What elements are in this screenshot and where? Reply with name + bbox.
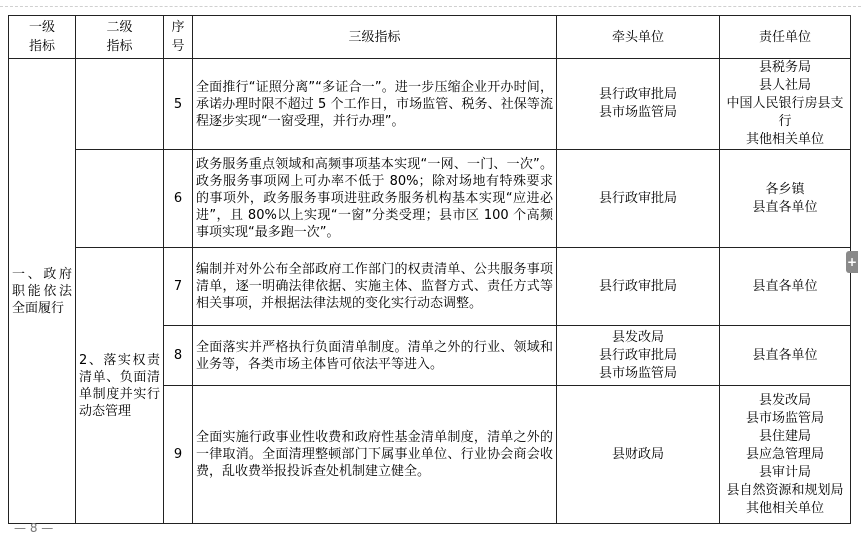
level1-indicator: 一、政府职能依法全面履行 — [9, 59, 76, 524]
row-lead: 县发改局 县行政审批局 县市场监管局 — [557, 326, 720, 386]
row-seq: 9 — [164, 386, 193, 524]
table-row — [9, 150, 851, 248]
row-lead: 县行政审批局 — [557, 150, 720, 248]
row-lead: 县行政审批局 — [557, 248, 720, 326]
row-resp: 县发改局 县市场监管局 县住建局 县应急管理局 县审计局 县自然资源和规划局 其他相关单位 — [720, 386, 851, 524]
header-row — [9, 16, 851, 59]
level2-indicator-blank — [76, 150, 164, 248]
header-lead: 牵头单位 — [557, 16, 720, 59]
row-resp: 各乡镇 县直各单位 — [720, 150, 851, 248]
header-level1: 一级 指标 — [9, 16, 76, 59]
level2-indicator: 2、落实权责清单、负面清单制度并实行动态管理 — [76, 248, 164, 524]
row-lead: 县财政局 — [557, 386, 720, 524]
row-seq: 6 — [164, 150, 193, 248]
indicator-table — [8, 15, 851, 524]
table-row — [9, 59, 851, 150]
row-content: 全面推行“证照分离”“多证合一”。进一步压缩企业开办时间，承诺办理时限不超过 5 个工作日，市场监管、税务、社保等流程逐步实现“一窗受理，并行办理”。 — [193, 59, 557, 150]
row-resp: 县直各单位 — [720, 248, 851, 326]
row-seq: 7 — [164, 248, 193, 326]
row-resp: 县税务局 县人社局 中国人民银行房县支行 其他相关单位 — [720, 59, 851, 150]
table-row — [9, 248, 851, 326]
page-top-border — [0, 0, 861, 7]
row-content: 政务服务重点领域和高频事项基本实现“一网、一门、一次”。政务服务事项网上可办率不低于 80%；除对场地有特殊要求的事项外，政务服务事项进驻政务服务机构基本实现“应进必进”，且 80%以上实现“一窗”分类受理；县市区 100 个高频事项实现“最多跑一次”。 — [193, 150, 557, 248]
row-seq: 5 — [164, 59, 193, 150]
header-level2: 二级 指标 — [76, 16, 164, 59]
page-number: — 8 — — [14, 521, 54, 535]
row-resp: 县直各单位 — [720, 326, 851, 386]
row-content: 全面落实并严格执行负面清单制度。清单之外的行业、领域和业务等，各类市场主体皆可依法平等进入。 — [193, 326, 557, 386]
header-seq: 序 号 — [164, 16, 193, 59]
expand-tab-icon[interactable]: + — [846, 251, 858, 273]
row-content: 编制并对外公布全部政府工作部门的权责清单、公共服务事项清单，逐一明确法律依据、实施主体、监督方式、责任方式等相关事项，并根据法律法规的变化实行动态调整。 — [193, 248, 557, 326]
header-level3: 三级指标 — [193, 16, 557, 59]
row-lead: 县行政审批局 县市场监管局 — [557, 59, 720, 150]
row-content: 全面实施行政事业性收费和政府性基金清单制度，清单之外的一律取消。全面清理整顿部门下属事业单位、行业协会商会收费，乱收费举报投诉查处机制建立健全。 — [193, 386, 557, 524]
level2-indicator-blank — [76, 59, 164, 150]
row-seq: 8 — [164, 326, 193, 386]
header-resp: 责任单位 — [720, 16, 851, 59]
